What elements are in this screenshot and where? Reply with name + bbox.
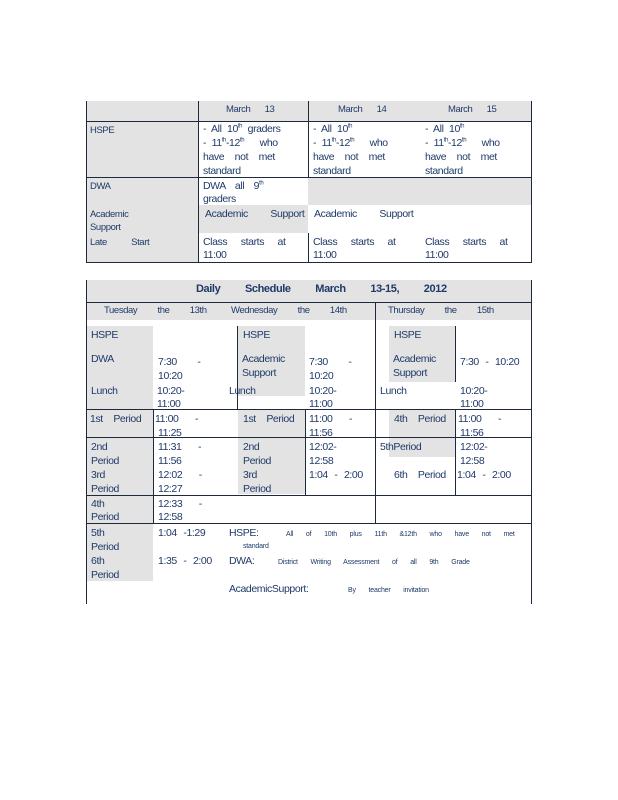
t1-hspe-13-line3: have not met (203, 151, 275, 163)
t2-thu-4th: 4th Period (394, 413, 446, 425)
t2-thu-academic: Academic Support (393, 353, 436, 379)
t2-tue-3rd-time-2: 12:27 (158, 483, 183, 495)
t2-wed-lunch-time-1: 10:20- (309, 385, 337, 397)
t2-tue-6th-time: 1:35 - 2:00 (158, 555, 212, 567)
t1-late-15-line2: 11:00 (425, 249, 449, 261)
t2-legend-as-def: By teacher invitation (348, 587, 429, 594)
t2-wed-as-time-2: 10:20 (309, 370, 334, 382)
t2-thu-lunch: Lunch (380, 385, 407, 397)
t1-hspe-13-line1: - All 10th graders (203, 123, 281, 135)
t1-header-march-13: March 13 (226, 104, 275, 115)
t2-tue-4th-2: Period (91, 511, 119, 523)
t2-day-thursday: Thursday the 15th (388, 305, 494, 316)
t1-academic-label-2: Support (90, 222, 121, 233)
t2-thu-lunch-time-2: 11:00 (460, 398, 484, 410)
t2-tue-5th-2: Period (91, 541, 119, 553)
t2-legend-dwa-term: DWA: (229, 555, 255, 567)
t1-late-13-line2: 11:00 (203, 249, 227, 261)
t2-tue-lunch-time-1: 10:20- (157, 385, 185, 397)
t2-wed-lunch: Lunch (229, 385, 256, 397)
t2-tue-2nd-2: Period (91, 455, 119, 467)
t1-dwa-empty-fill (308, 177, 532, 205)
t2-tue-hspe: HSPE (91, 329, 118, 341)
t2-tue-dwa-time-2: 10:20 (158, 370, 183, 382)
t2-tue-4th-time-1: 12:33 - (158, 498, 202, 510)
t2-wed-3rd-1: 3rd (243, 469, 257, 481)
t2-tue-2nd-time-1: 11:31 - (158, 441, 202, 453)
t1-academic-label-1: Academic (90, 209, 129, 220)
t1-header-march-15: March 15 (448, 104, 497, 115)
t2-tue-4th-1: 4th (91, 498, 105, 510)
t2-wed-lunch-time-2: 11:00 (309, 398, 333, 410)
t2-day-wednesday: Wednesday the 14th (231, 305, 347, 316)
t2-tue-1st-time-1: 11:00 - (155, 413, 199, 425)
t2-tue-3rd-1: 3rd (91, 469, 105, 481)
t2-legend-dwa-def: District Writing Assessment of all 9th Grade (278, 559, 470, 566)
t2-thu-5th-time-1: 12:02- (460, 441, 488, 453)
t2-tue-5th-time: 1:04 -1:29 (158, 527, 206, 539)
t2-tue-lunch-time-2: 11:00 (157, 398, 181, 410)
t2-wed-3rd-2: Period (243, 483, 271, 495)
t2-wed-2nd-1: 2nd (243, 441, 260, 453)
t2-tue-4th-time-2: 12:58 (158, 511, 183, 523)
t1-academic-14: Academic Support (314, 208, 414, 220)
t1-hspe-15-line4: standard (425, 165, 463, 177)
t2-tue-6th-1: 6th (91, 555, 105, 567)
t2-thu-4th-time-1: 11:00 - (458, 413, 502, 425)
t1-dwa-13-line1: DWA all 9th (203, 180, 264, 192)
t1-hspe-15-line1: - All 10th (425, 123, 465, 135)
t2-wed-2nd-time-2: 12:58 (309, 455, 334, 467)
t2-thu-hspe: HSPE (394, 329, 421, 341)
t2-wed-as-time-1: 7:30 - (309, 356, 352, 368)
t1-hspe-14-line1: - All 10th (313, 123, 353, 135)
t2-wed-1st-time-2: 11:56 (309, 427, 333, 439)
t2-legend-hspe-term: HSPE: (229, 527, 259, 539)
t2-tue-5th-1: 5th (91, 527, 105, 539)
t1-academic-13: Academic Support (205, 208, 305, 220)
t1-hspe-15-line2: - 11th-12th who (425, 137, 500, 149)
t1-late-14-line2: 11:00 (313, 249, 337, 261)
t2-title: Daily Schedule March 13-15, 2012 (196, 283, 447, 295)
t2-thu-as-time: 7:30 - 10:20 (460, 356, 520, 368)
t2-thu-6th: 6th Period (394, 469, 446, 481)
t2-tue-dwa-time-1: 7:30 - (158, 356, 201, 368)
t1-late-14-line1: Class starts at (313, 236, 396, 248)
t2-tue-lunch: Lunch (91, 385, 118, 397)
t2-legend-hspe-def2: standard (243, 543, 269, 550)
t2-tue-3rd-2: Period (91, 483, 119, 495)
t2-wed-3rd-time: 1:04 - 2:00 (309, 469, 363, 481)
t1-header-march-14: March 14 (338, 104, 387, 115)
t1-late-13-line1: Class starts at (203, 236, 286, 248)
t2-wed-2nd-time-1: 12:02- (309, 441, 337, 453)
t2-tue-1st-time-2: 11:25 (158, 427, 182, 439)
t2-thu-5th-time-2: 12:58 (460, 455, 485, 467)
t1-dwa-13-line2: graders (203, 193, 236, 205)
t2-day-tuesday: Tuesday the 13th (104, 305, 207, 316)
t1-hspe-14-line4: standard (313, 165, 351, 177)
t1-hspe-15-line3: have not met (425, 151, 497, 163)
t2-wed-1st: 1st Period (243, 413, 295, 425)
t1-hspe-13-line2: - 11th-12th who (203, 137, 278, 149)
t1-hspe-13-line4: standard (203, 165, 241, 177)
t2-tue-3rd-time-1: 12:02 - (158, 469, 202, 481)
t2-tue-2nd-1: 2nd (91, 441, 108, 453)
t2-thu-6th-time: 1:04 - 2:00 (457, 469, 511, 481)
t2-wed-1st-time-1: 11:00 - (309, 413, 353, 425)
t2-thu-5th: 5thPeriod (380, 441, 422, 453)
t2-thu-4th-time-2: 11:56 (460, 427, 484, 439)
t2-tue-dwa: DWA (91, 353, 114, 365)
t1-hspe-14-line3: have not met (313, 151, 385, 163)
t1-hspe-14-line2: - 11th-12th who (313, 137, 388, 149)
t2-legend-hspe-def: All of 10th plus 11th &12th who have not met (286, 531, 515, 538)
t2-wed-academic: Academic Support (242, 353, 285, 379)
t2-thu-lunch-time-1: 10:20- (460, 385, 488, 397)
t1-late-15-line1: Class starts at (425, 236, 508, 248)
t2-tue-2nd-time-2: 11:56 (158, 455, 182, 467)
t2-tue-1st: 1st Period (90, 413, 142, 425)
t1-dwa-label: DWA (90, 181, 111, 192)
t1-late-label: Late Start (90, 237, 150, 248)
t2-tue-6th-2: Period (91, 569, 119, 581)
t2-wed-hspe: HSPE (243, 329, 270, 341)
t2-legend-as-term: AcademicSupport: (229, 583, 309, 595)
t1-hspe-label: HSPE (90, 125, 115, 136)
t2-wed-2nd-2: Period (243, 455, 271, 467)
